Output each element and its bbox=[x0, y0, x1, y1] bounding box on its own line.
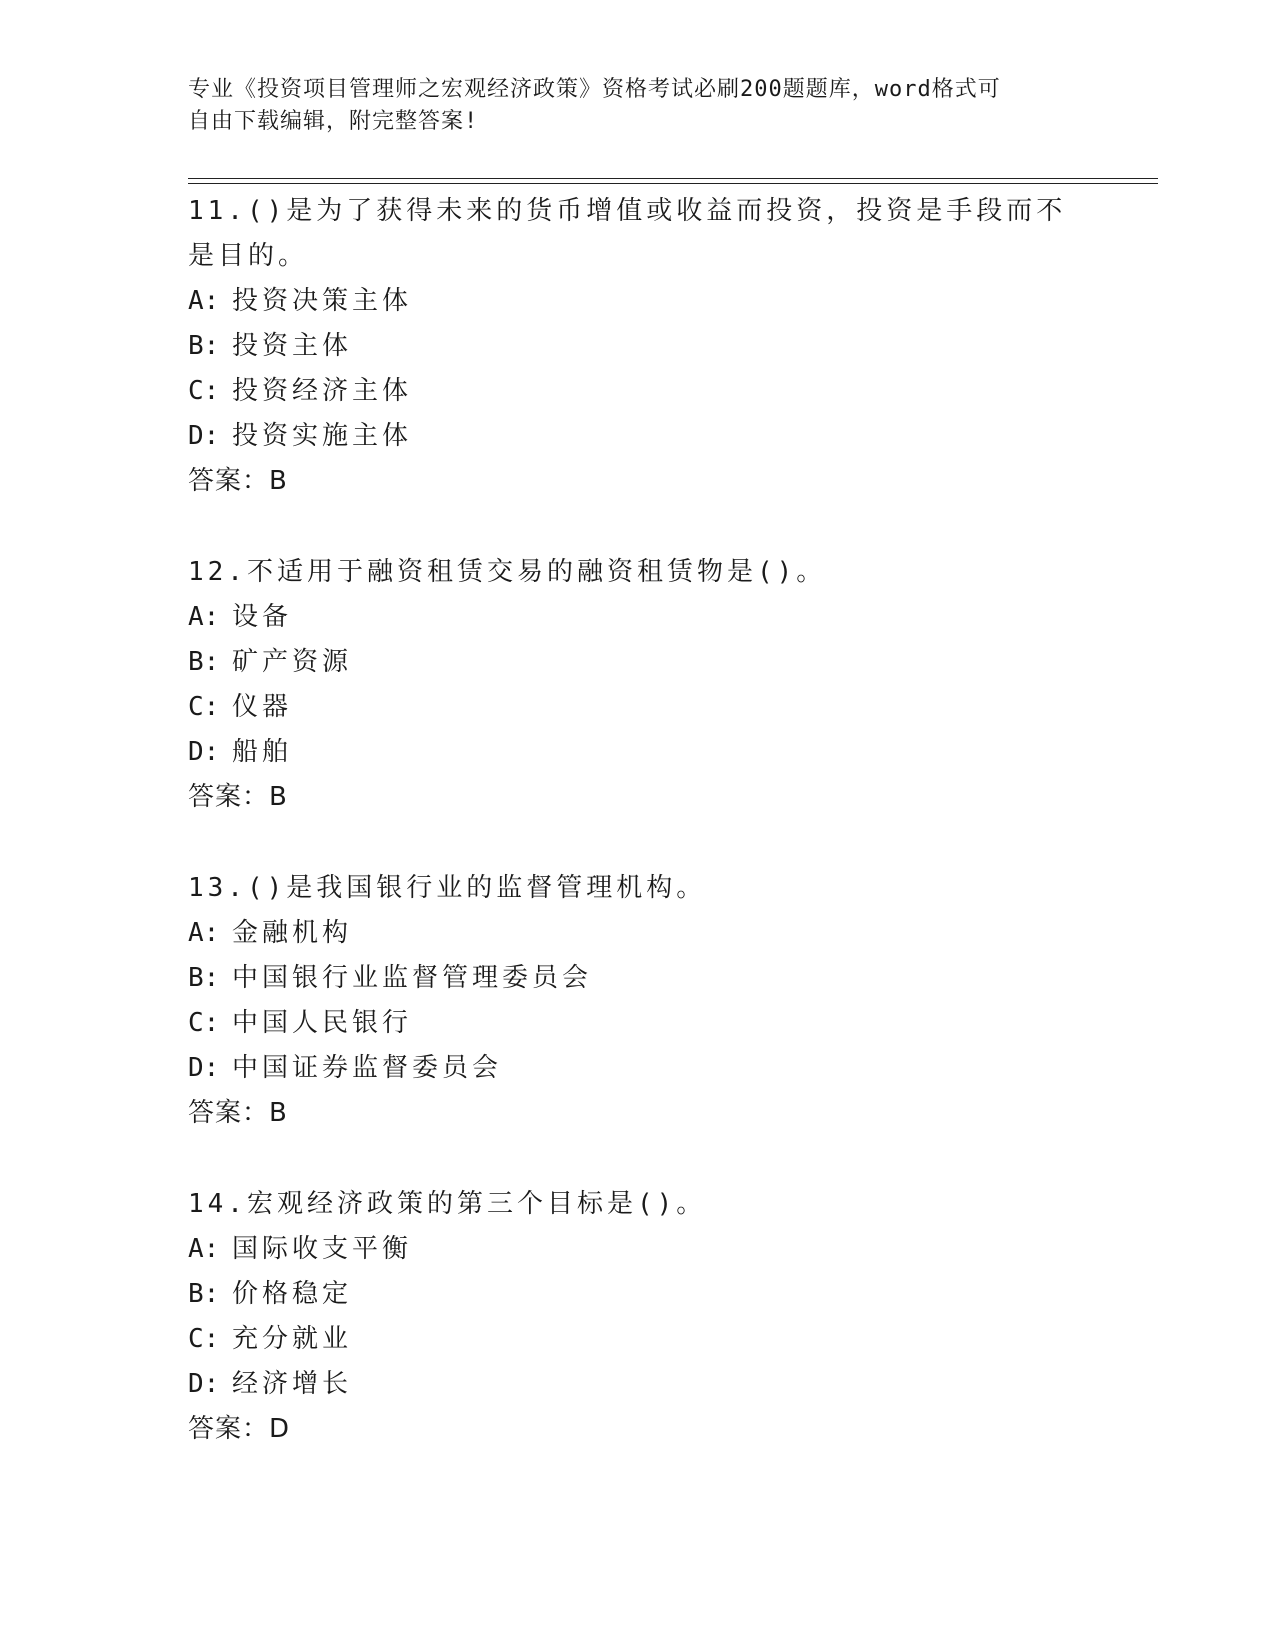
option-letter: B: bbox=[188, 647, 220, 677]
option-letter: B: bbox=[188, 331, 220, 361]
option-text: 投资实施主体 bbox=[232, 421, 413, 451]
option-d bbox=[188, 1362, 1088, 1407]
question-text: 13.()是我国银行业的监督管理机构。 bbox=[188, 873, 707, 903]
question-14 bbox=[188, 1182, 1088, 1452]
question-list bbox=[188, 189, 1088, 1498]
option-letter: C: bbox=[188, 692, 220, 722]
question-text: 12.不适用于融资租赁交易的融资租赁物是()。 bbox=[188, 557, 827, 587]
header-divider-bottom bbox=[188, 183, 1158, 184]
answer-line: 答案：B bbox=[188, 1098, 288, 1128]
option-d bbox=[188, 1046, 1088, 1091]
option-text: 中国银行业监督管理委员会 bbox=[232, 963, 593, 993]
option-a bbox=[188, 279, 1088, 324]
answer-line: 答案：B bbox=[188, 782, 288, 812]
option-letter: B: bbox=[188, 1279, 220, 1309]
option-text: 仪器 bbox=[232, 692, 293, 722]
header-line-1: 专业《投资项目管理师之宏观经济政策》资格考试必刷200题题库，word格式可 bbox=[188, 77, 1001, 102]
document-header bbox=[188, 74, 1088, 138]
option-text: 中国人民银行 bbox=[232, 1008, 413, 1038]
option-letter: C: bbox=[188, 1008, 220, 1038]
option-c bbox=[188, 685, 1088, 730]
option-text: 金融机构 bbox=[232, 918, 353, 948]
option-b bbox=[188, 956, 1088, 1001]
question-11 bbox=[188, 189, 1088, 504]
option-text: 投资决策主体 bbox=[232, 286, 413, 316]
option-a bbox=[188, 1227, 1088, 1272]
option-letter: D: bbox=[188, 1369, 220, 1399]
option-text: 中国证券监督委员会 bbox=[232, 1053, 503, 1083]
option-c bbox=[188, 1317, 1088, 1362]
header-line-2: 自由下载编辑，附完整答案! bbox=[188, 109, 479, 134]
question-text: 11.()是为了获得未来的货币增值或收益而投资，投资是手段而不是目的。 bbox=[188, 196, 1067, 271]
option-a bbox=[188, 911, 1088, 956]
option-text: 投资主体 bbox=[232, 331, 353, 361]
option-c bbox=[188, 369, 1088, 414]
option-d bbox=[188, 414, 1088, 459]
option-letter: C: bbox=[188, 376, 220, 406]
option-b bbox=[188, 640, 1088, 685]
option-letter: A: bbox=[188, 1234, 220, 1264]
header-divider-top bbox=[188, 178, 1158, 179]
option-letter: A: bbox=[188, 602, 220, 632]
option-b bbox=[188, 1272, 1088, 1317]
option-d bbox=[188, 730, 1088, 775]
option-c bbox=[188, 1001, 1088, 1046]
option-text: 设备 bbox=[232, 602, 293, 632]
option-letter: A: bbox=[188, 286, 220, 316]
option-a bbox=[188, 595, 1088, 640]
option-text: 矿产资源 bbox=[232, 647, 353, 677]
option-text: 船舶 bbox=[232, 737, 293, 767]
option-letter: C: bbox=[188, 1324, 220, 1354]
option-letter: D: bbox=[188, 1053, 220, 1083]
option-text: 国际收支平衡 bbox=[232, 1234, 413, 1264]
option-text: 充分就业 bbox=[232, 1324, 353, 1354]
question-text: 14.宏观经济政策的第三个目标是()。 bbox=[188, 1189, 707, 1219]
option-letter: A: bbox=[188, 918, 220, 948]
answer-line: 答案：D bbox=[188, 1414, 291, 1444]
option-text: 价格稳定 bbox=[232, 1279, 353, 1309]
option-letter: D: bbox=[188, 421, 220, 451]
option-letter: B: bbox=[188, 963, 220, 993]
answer-line: 答案：B bbox=[188, 466, 288, 496]
option-letter: D: bbox=[188, 737, 220, 767]
option-b bbox=[188, 324, 1088, 369]
option-text: 投资经济主体 bbox=[232, 376, 413, 406]
question-12 bbox=[188, 550, 1088, 820]
option-text: 经济增长 bbox=[232, 1369, 353, 1399]
question-13 bbox=[188, 866, 1088, 1136]
